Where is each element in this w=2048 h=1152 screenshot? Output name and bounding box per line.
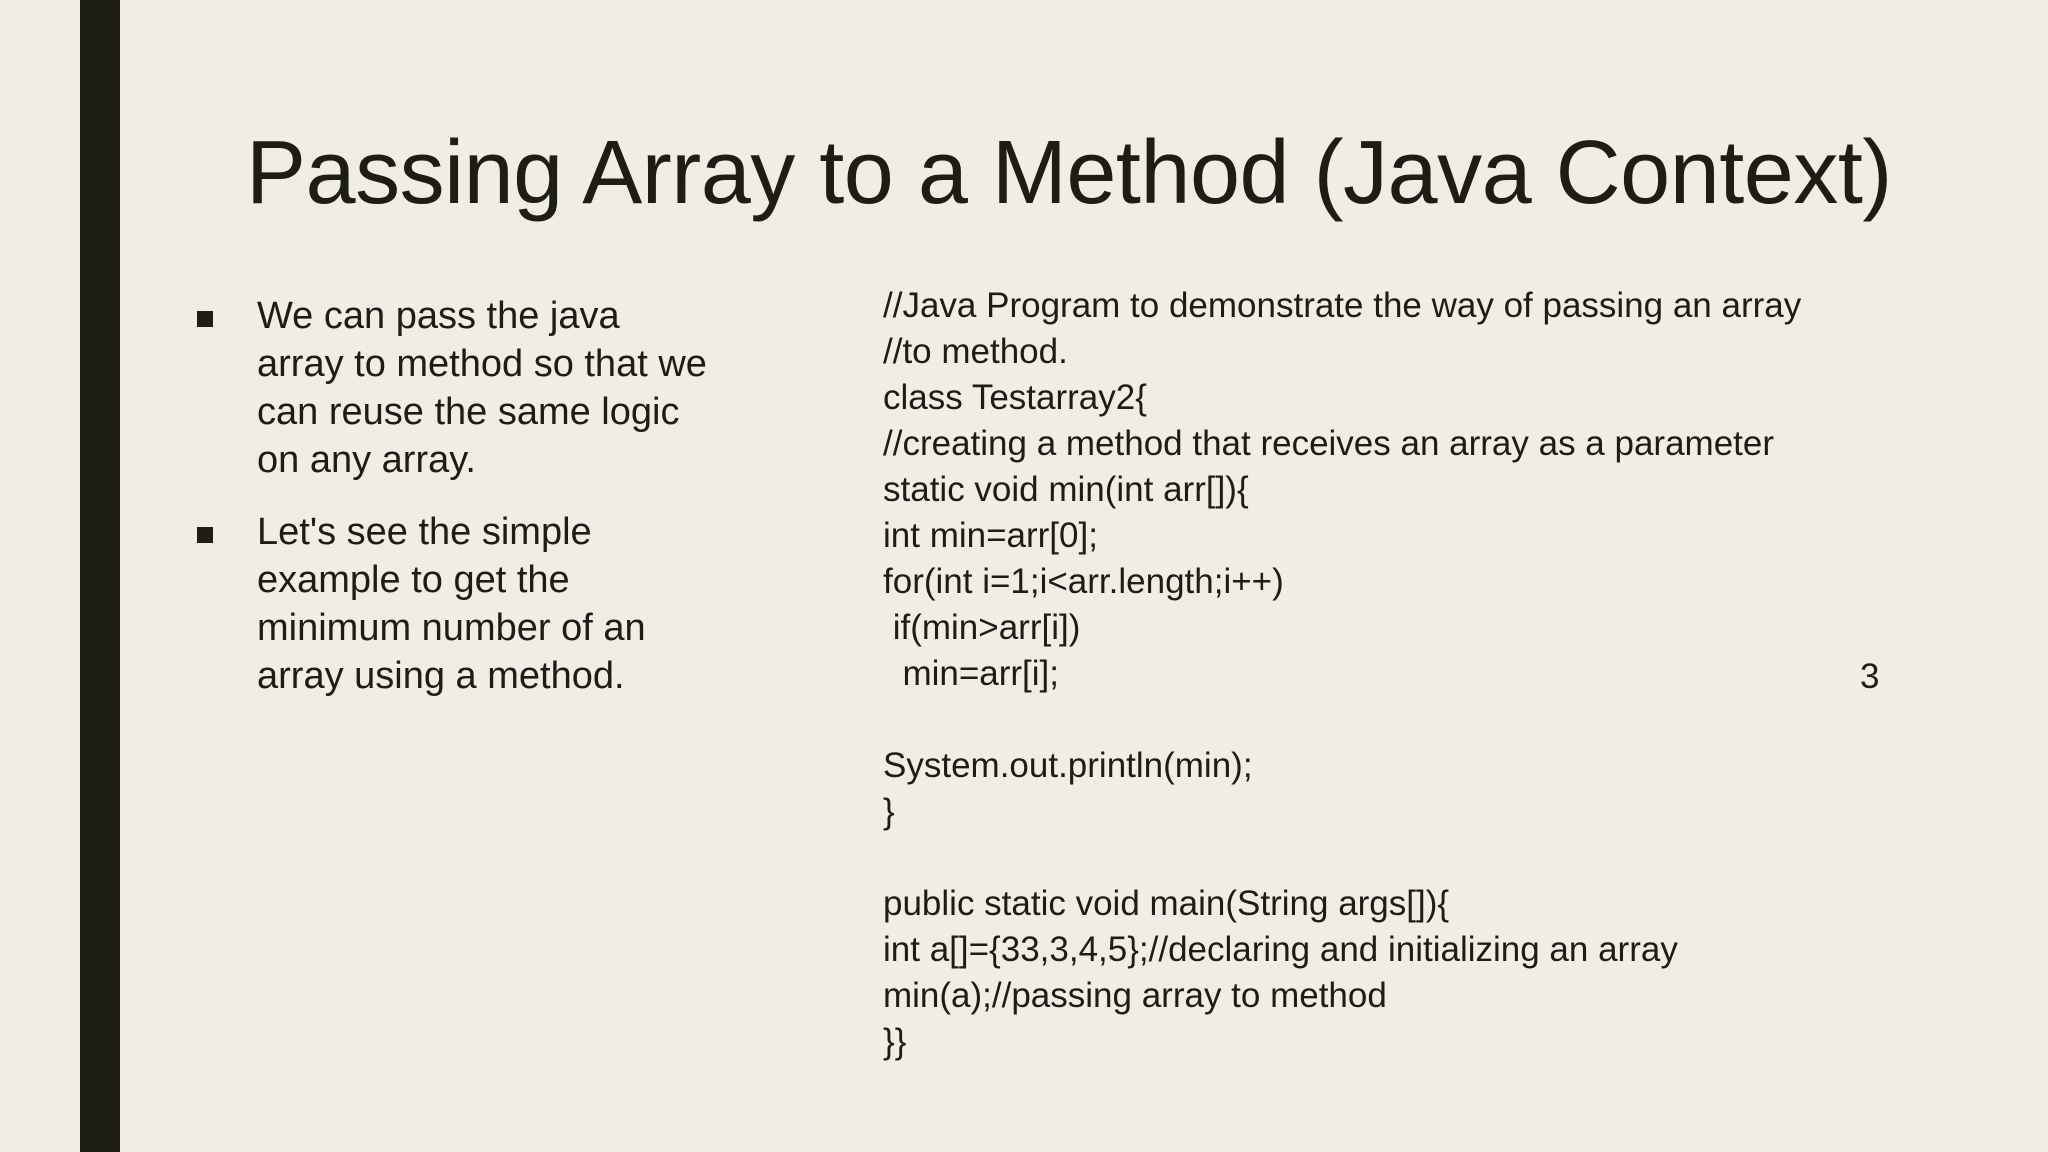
- bullet-text: Let's see the simple example to get the minimum number of an array using a method.: [257, 511, 646, 697]
- bullet-item: [190, 508, 710, 700]
- square-bullet-icon: [197, 311, 213, 327]
- slide-accent-bar: [80, 0, 120, 1152]
- page-number: 3: [1860, 657, 1880, 696]
- bullet-list: [190, 292, 710, 724]
- slide-title: Passing Array to a Method (Java Context): [246, 123, 1892, 223]
- bullet-item: [190, 292, 710, 484]
- square-bullet-icon: [197, 527, 213, 543]
- bullet-text: We can pass the java array to method so that we can reuse the same logic on any array.: [257, 295, 707, 481]
- code-listing: //Java Program to demonstrate the way of passing an array //to method. class Testarray2{ //creating a method that receives an array as a parameter static void min(int arr[]){ int min=arr[0]; for(int i=1;i<arr.length;i++) if(min>arr[i]) min=arr[i]; System.out.println(min); } public static void main(String args[]){ int a[]={33,3,4,5};//declaring and initializing an array min(a);//passing array to method }}: [883, 286, 1802, 1061]
